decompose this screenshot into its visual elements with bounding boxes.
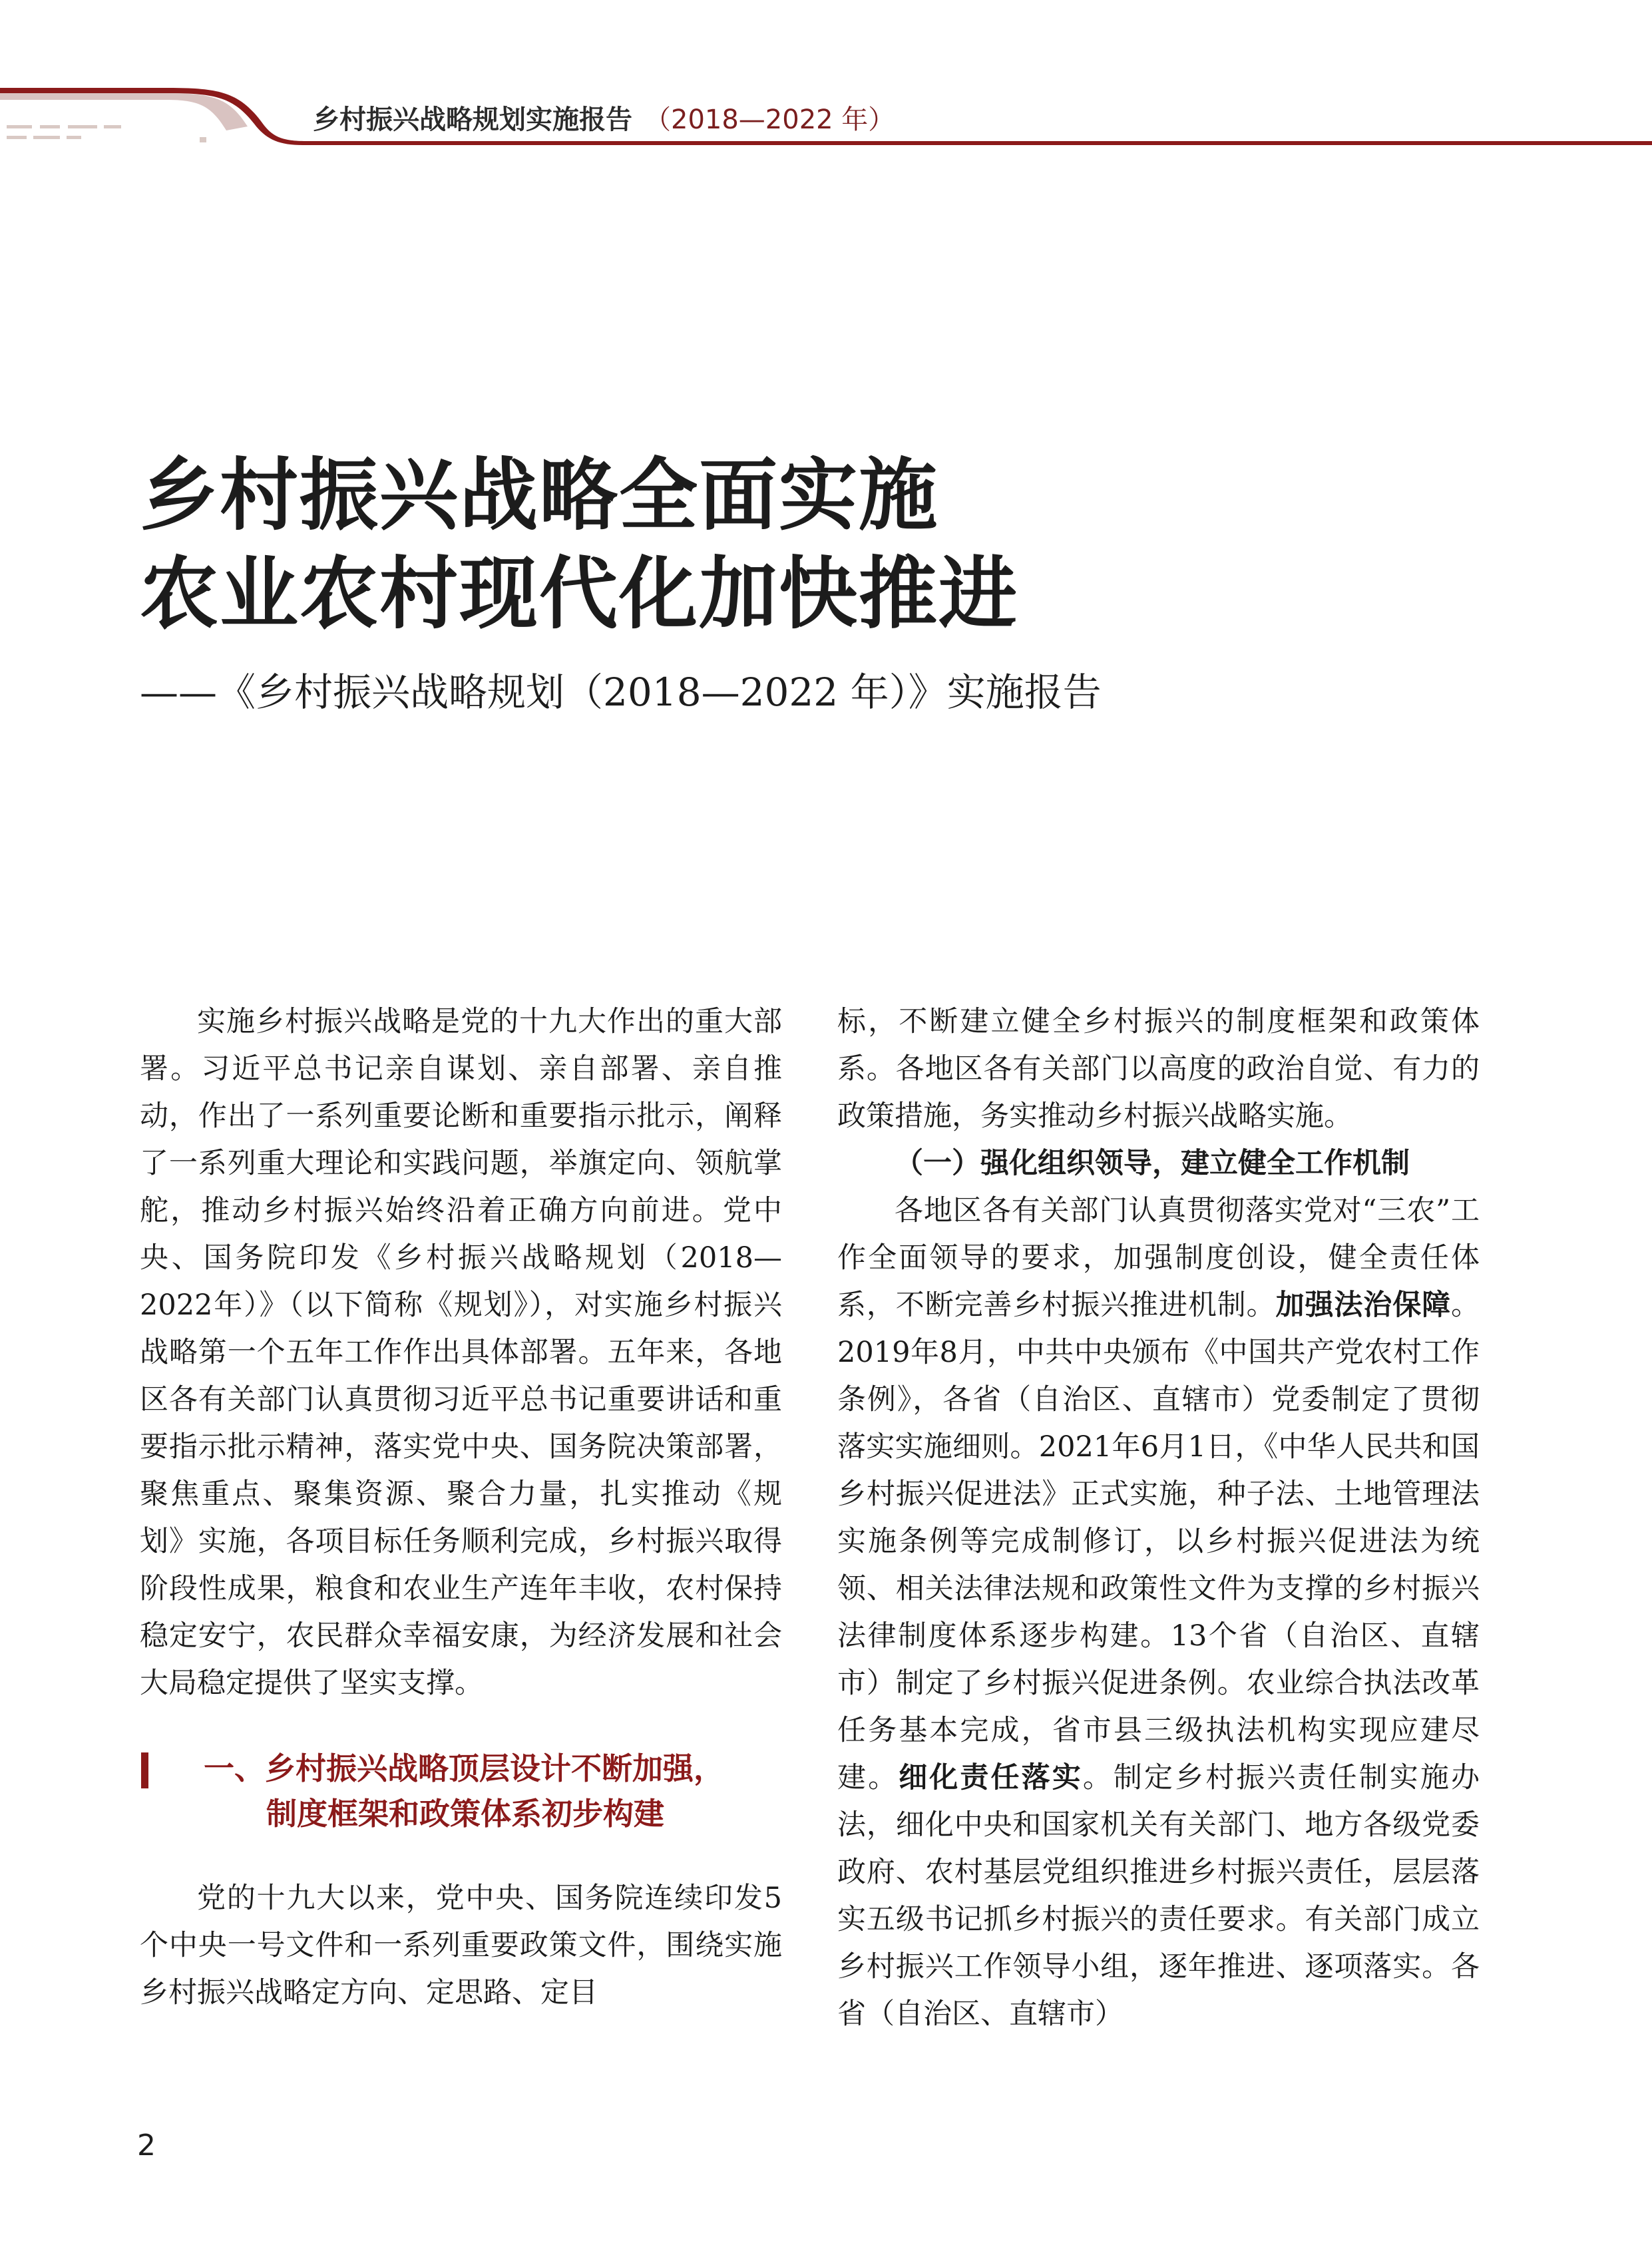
- subsection-paragraph: [837, 1187, 1480, 2038]
- header-decoration: [0, 0, 1652, 173]
- section-heading-line-1: 一、乡村振兴战略顶层设计不断加强，: [204, 1750, 724, 1786]
- left-column: [140, 998, 782, 2017]
- section-marker-bar: [141, 1752, 148, 1788]
- right-column: [837, 998, 1480, 2038]
- section-heading: [140, 1746, 782, 1836]
- title-block: [140, 446, 1511, 719]
- main-title-line-2: 农业农村现代化加快推进: [140, 548, 1019, 640]
- section-paragraph: 党的十九大以来，党中央、国务院连续印发5个中央一号文件和一系列重要政策文件，围绕实施乡村振兴战略定方向、定思路、定目: [140, 1882, 782, 2009]
- emphasis-responsibility: 细化责任落实: [899, 1761, 1083, 1794]
- main-title-line-1: 乡村振兴战略全面实施: [140, 449, 939, 541]
- subsection-heading: （一）强化组织领导，建立健全工作机制: [895, 1147, 1410, 1180]
- running-header-title: 乡村振兴战略规划实施报告: [313, 104, 632, 135]
- continued-paragraph: 标，不断建立健全乡村振兴的制度框架和政策体系。各地区各有关部门以高度的政治自觉、有力的政策措施，务实推动乡村振兴战略实施。: [837, 1005, 1480, 1133]
- running-header-years: （2018—2022 年）: [644, 104, 895, 135]
- paragraph-text: 。2019年8月，中共中央颁布《中国共产党农村工作条例》，各省（自治区、直辖市）党委制定了贯彻落实实施细则。2021年6月1日，《中华人民共和国乡村振兴促进法》正式实施，种子法、土地管理法实施条例等完成制修订，以乡村振兴促进法为统领、相关法律法规和政策性文件为支撑的乡村振兴法律制度体系逐步构建。13个省（自治区、直辖市）制定了乡村振兴促进条例。农业综合执法改革任务基本完成，省市县三级执法机构实现应建尽建。: [837, 1289, 1480, 1794]
- emphasis-law: 加强法治保障: [1275, 1289, 1452, 1322]
- section-heading-line-2: 制度框架和政策体系初步构建: [266, 1796, 664, 1832]
- page-number: 2: [137, 2129, 156, 2162]
- subtitle: ——《乡村振兴战略规划（2018—2022 年）》实施报告: [140, 670, 1102, 715]
- intro-paragraph: 实施乡村振兴战略是党的十九大作出的重大部署。习近平总书记亲自谋划、亲自部署、亲自推动，作出了一系列重要论断和重要指示批示，阐释了一系列重大理论和实践问题，举旗定向、领航掌舵，推动乡村振兴始终沿着正确方向前进。党中央、国务院印发《乡村振兴战略规划（2018—2022年）》（以下简称《规划》），对实施乡村振兴战略第一个五年工作作出具体部署。五年来，各地区各有关部门认真贯彻习近平总书记重要讲话和重要指示批示精神，落实党中央、国务院决策部署，聚焦重点、聚集资源、聚合力量，扎实推动《规划》实施，各项目标任务顺利完成，乡村振兴取得阶段性成果，粮食和农业生产连年丰收，农村保持稳定安宁，农民群众幸福安康，为经济发展和社会大局稳定提供了坚实支撑。: [140, 1005, 782, 1700]
- running-header: [313, 99, 895, 138]
- paragraph-text: 各地区各有关部门认真贯彻落实党对“三农”工作全面领导的要求，加强制度创设，健全责任体系，不断完善乡村振兴推进机制。: [837, 1194, 1480, 1322]
- paragraph-text: 。制定乡村振兴责任制实施办法，细化中央和国家机关有关部门、地方各级党委政府、农村基层党组织推进乡村振兴责任，层层落实五级书记抓乡村振兴的责任要求。有关部门成立乡村振兴工作领导小组，逐年推进、逐项落实。各省（自治区、直辖市）: [837, 1761, 1480, 2031]
